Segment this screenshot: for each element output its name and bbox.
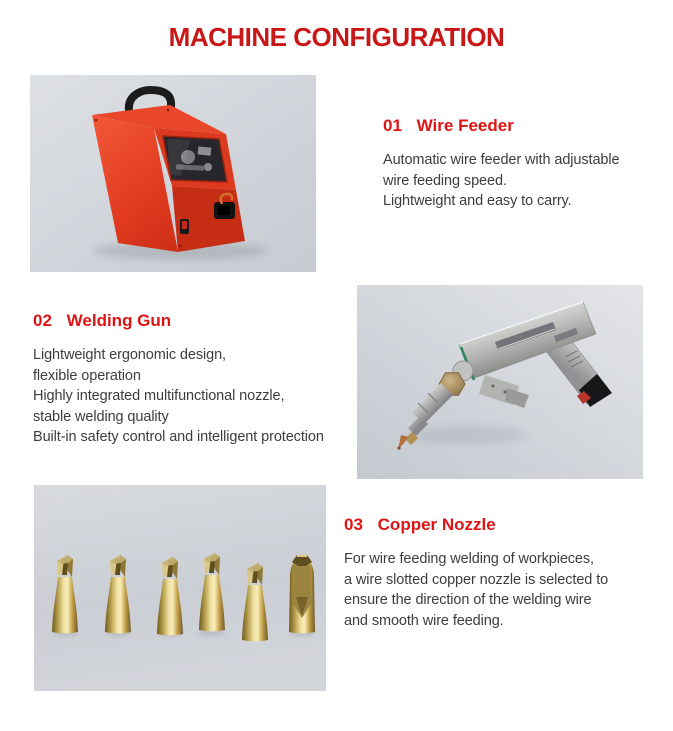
- section-name: Welding Gun: [66, 311, 172, 330]
- description-line: a wire slotted copper nozzle is selected to: [344, 571, 609, 588]
- description-line: stable welding quality: [33, 408, 169, 425]
- wire-feeder-photo: [30, 75, 316, 272]
- description-line: Automatic wire feeder with adjustable: [383, 152, 620, 168]
- copper-nozzles-illustration: [34, 485, 326, 691]
- section-welding-gun: [33, 312, 324, 448]
- wire-feeder-illustration: [30, 75, 316, 272]
- section-heading-03: [344, 516, 608, 533]
- section-description: [383, 150, 619, 212]
- section-number: 01: [383, 116, 402, 135]
- description-line: Highly integrated multifunctional nozzle,: [33, 388, 285, 404]
- description-line: Lightweight and easy to carry.: [383, 193, 572, 209]
- section-name: Wire Feeder: [416, 116, 514, 135]
- section-number: 03: [344, 515, 363, 534]
- section-number: 02: [33, 311, 52, 330]
- description-line: ensure the direction of the welding wire: [344, 592, 592, 608]
- description-line: and smooth wire feeding.: [344, 612, 504, 629]
- description-line: wire feeding speed.: [383, 172, 507, 189]
- description-line: flexible operation: [33, 367, 141, 384]
- section-description: [33, 345, 324, 448]
- section-wire-feeder: [383, 117, 619, 212]
- welding-gun-photo: [357, 285, 643, 479]
- description-line: Built-in safety control and intelligent protection: [33, 429, 324, 445]
- description-line: Lightweight ergonomic design,: [33, 347, 226, 363]
- section-heading-02: [33, 312, 324, 329]
- description-line: For wire feeding welding of workpieces,: [344, 551, 594, 567]
- section-heading-01: [383, 117, 619, 134]
- section-description: [344, 549, 608, 631]
- welding-gun-illustration: [357, 285, 643, 479]
- section-copper-nozzle: [344, 516, 608, 631]
- copper-nozzle-photo: [34, 485, 326, 691]
- section-name: Copper Nozzle: [377, 515, 496, 534]
- page-title: MACHINE CONFIGURATION: [168, 22, 505, 52]
